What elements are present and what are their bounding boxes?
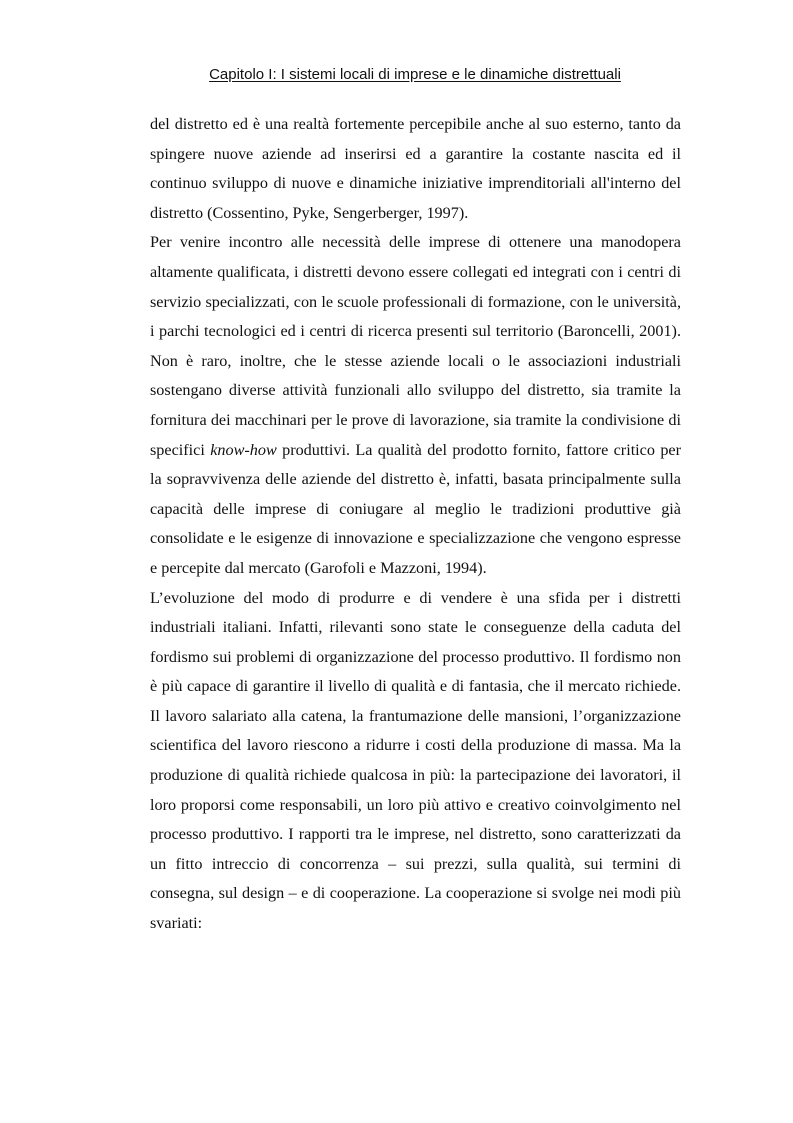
- paragraph-2-text-start: Per venire incontro alle necessità delle imprese di ottenere una manodopera altamente qualificata, i distretti devono essere collegati ed integrati con i centri di servizio specializzati, con le scuole professionali di formazione, con le università, i parchi tecnologici ed i centri di ricerca presenti sul territorio (Baroncelli, 2001). Non è raro, inoltre, che le stesse aziende locali o le associazioni industriali sostengano diverse attività funzionali allo sviluppo del distretto, sia tramite la fornitura dei macchinari per le prove di lavorazione, sia tramite la condivisione di specifici: [150, 233, 681, 459]
- body-text: [150, 110, 681, 939]
- paragraph-3: L’evoluzione del modo di produrre e di vendere è una sfida per i distretti industriali italiani. Infatti, rilevanti sono state le conseguenze della caduta del fordismo sui problemi di organizzazione del processo produttivo. Il fordismo non è più capace di garantire il livello di qualità e di fantasia, che il mercato richiede. Il lavoro salariato alla catena, la frantumazione delle mansioni, l’organizzazione scientifica del lavoro riescono a ridurre i costi della produzione di massa. Ma la produzione di qualità richiede qualcosa in più: la partecipazione dei lavoratori, il loro proporsi come responsabili, un loro più attivo e creativo coinvolgimento nel processo produttivo. I rapporti tra le imprese, nel distretto, sono caratterizzati da un fitto intreccio di concorrenza – sui prezzi, sulla qualità, sui termini di consegna, sul design – e di cooperazione. La cooperazione si svolge nei modi più svariati:: [150, 588, 681, 933]
- paragraph-2: [150, 228, 681, 583]
- paragraph-1: del distretto ed è una realtà fortemente percepibile anche al suo esterno, tanto da spingere nuove aziende ad inserirsi ed a garantire la costante nascita ed il continuo sviluppo di nuove e dinamiche iniziative imprenditoriali all'interno del distretto (Cossentino, Pyke, Sengerberger, 1997).: [150, 115, 681, 222]
- paragraph-2-text-end: produttivi. La qualità del prodotto fornito, fattore critico per la sopravvivenza delle aziende del distretto è, infatti, basata principalmente sulla capacità delle imprese di coniugare al meglio le tradizioni produttive già consolidate e le esigenze di innovazione e specializzazione che vengono espresse e percepite dal mercato (Garofoli e Mazzoni, 1994).: [150, 440, 681, 577]
- paragraph-2-italic-term: know-how: [210, 440, 277, 459]
- chapter-header: Capitolo I: I sistemi locali di imprese e le dinamiche distrettuali: [209, 66, 621, 83]
